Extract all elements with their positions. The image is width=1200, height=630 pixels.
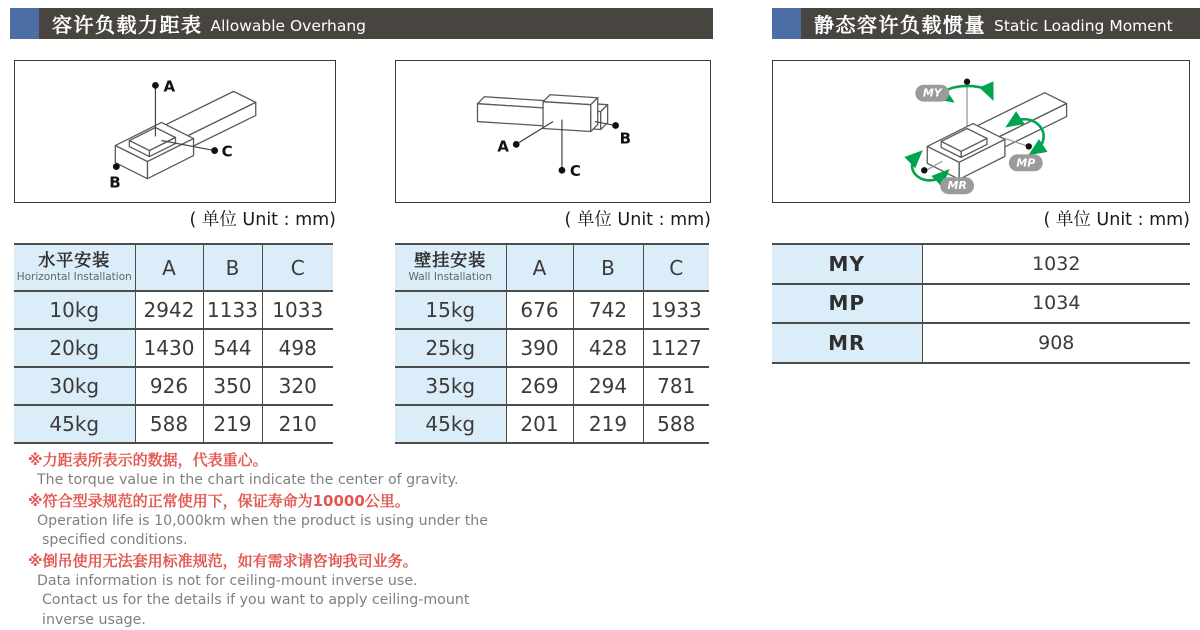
- note-en: inverse usage.: [28, 611, 518, 630]
- moment-axes-drawing: [773, 61, 1189, 202]
- accent-square: [10, 8, 39, 39]
- column-header-c: C: [262, 244, 333, 291]
- value-cell: 2942: [135, 291, 203, 329]
- header-zh: 壁挂安装: [395, 252, 506, 271]
- table-row: [14, 329, 333, 367]
- value-cell: 926: [135, 367, 203, 405]
- value-cell: 350: [203, 367, 262, 405]
- value-cell: 1127: [643, 329, 709, 367]
- table-row: [772, 323, 1190, 363]
- accent-square: [772, 8, 801, 39]
- value-cell: 544: [203, 329, 262, 367]
- load-cell: 45kg: [14, 405, 135, 443]
- column-header-a: A: [135, 244, 203, 291]
- note-en: The torque value in the chart indicate the center of gravity.: [28, 471, 518, 491]
- value-cell: 219: [573, 405, 643, 443]
- column-header-b: B: [573, 244, 643, 291]
- value-cell: 781: [643, 367, 709, 405]
- value-cell: 428: [573, 329, 643, 367]
- rail-isometric-drawing: [396, 61, 710, 202]
- unit-label: ( 单位 Unit : mm): [471, 206, 711, 231]
- table-row: [14, 291, 333, 329]
- note-en: specified conditions.: [28, 531, 518, 551]
- table-header-cell: [395, 244, 506, 291]
- table-row: [14, 405, 333, 443]
- point-b-label: B: [620, 129, 631, 147]
- diagram-wall-installation: [395, 60, 711, 203]
- table-row: [772, 284, 1190, 324]
- value-cell: 588: [643, 405, 709, 443]
- value-cell: 676: [506, 291, 573, 329]
- moment-value-cell: 908: [922, 323, 1190, 363]
- footnotes: [28, 450, 518, 630]
- load-cell: 20kg: [14, 329, 135, 367]
- value-cell: 1430: [135, 329, 203, 367]
- value-cell: 390: [506, 329, 573, 367]
- table-header-cell: [14, 244, 135, 291]
- load-cell: 30kg: [14, 367, 135, 405]
- load-cell: 35kg: [395, 367, 506, 405]
- value-cell: 219: [203, 405, 262, 443]
- value-cell: 498: [262, 329, 333, 367]
- load-cell: 25kg: [395, 329, 506, 367]
- value-cell: 320: [262, 367, 333, 405]
- mr-label: MR: [947, 179, 966, 192]
- table-wall-installation: [395, 243, 709, 444]
- rail-isometric-drawing: [15, 61, 335, 202]
- value-cell: 1933: [643, 291, 709, 329]
- note-en: Operation life is 10,000km when the product is using under the: [28, 512, 518, 532]
- value-cell: 269: [506, 367, 573, 405]
- moment-label-cell: MR: [772, 323, 922, 363]
- section-title-en: Static Loading Moment: [994, 17, 1173, 35]
- table-row: [395, 405, 709, 443]
- point-b-label: B: [109, 174, 120, 192]
- value-cell: 588: [135, 405, 203, 443]
- section-title-zh: 静态容许负载惯量: [814, 9, 986, 38]
- point-a-label: A: [497, 137, 509, 155]
- column-header-a: A: [506, 244, 573, 291]
- table-static-loading-moment: [772, 243, 1190, 364]
- badge-mr: [940, 177, 974, 194]
- table-row: [395, 329, 709, 367]
- mp-label: MP: [1016, 156, 1035, 169]
- note-zh: ※倒吊使用无法套用标准规范，如有需求请咨询我司业务。: [28, 551, 518, 572]
- value-cell: 210: [262, 405, 333, 443]
- load-cell: 15kg: [395, 291, 506, 329]
- table-row: [14, 367, 333, 405]
- note-zh: ※符合型录规范的正常使用下，保证寿命为10000公里。: [28, 491, 518, 512]
- section-title-zh: 容许负载力距表: [52, 9, 203, 38]
- header-zh: 水平安装: [14, 252, 135, 271]
- load-cell: 10kg: [14, 291, 135, 329]
- value-cell: 1133: [203, 291, 262, 329]
- badge-mp: [1009, 154, 1043, 171]
- diagram-horizontal-installation: [14, 60, 336, 203]
- section-title-en: Allowable Overhang: [211, 17, 366, 35]
- note-en: Contact us for the details if you want to apply ceiling-mount: [28, 591, 518, 611]
- moment-value-cell: 1034: [922, 284, 1190, 324]
- section-header-static-loading-moment: [772, 8, 1200, 39]
- column-header-b: B: [203, 244, 262, 291]
- point-c-label: C: [570, 162, 581, 180]
- table-row: [772, 244, 1190, 284]
- table-horizontal-installation: [14, 243, 333, 444]
- value-cell: 294: [573, 367, 643, 405]
- table-row: [395, 291, 709, 329]
- value-cell: 1033: [262, 291, 333, 329]
- header-en: Horizontal Installation: [14, 271, 135, 283]
- value-cell: 742: [573, 291, 643, 329]
- my-label: MY: [923, 87, 943, 100]
- note-zh: ※力距表所表示的数据，代表重心。: [28, 450, 518, 471]
- section-header-allowable-overhang: [10, 8, 713, 39]
- moment-value-cell: 1032: [922, 244, 1190, 284]
- unit-label: ( 单位 Unit : mm): [96, 206, 336, 231]
- unit-label: ( 单位 Unit : mm): [950, 206, 1190, 231]
- value-cell: 201: [506, 405, 573, 443]
- table-row: [395, 367, 709, 405]
- header-en: Wall Installation: [395, 271, 506, 283]
- moment-label-cell: MP: [772, 284, 922, 324]
- note-en: Data information is not for ceiling-mount inverse use.: [28, 572, 518, 592]
- column-header-c: C: [643, 244, 709, 291]
- point-a-label: A: [163, 77, 175, 95]
- diagram-static-loading-moment: [772, 60, 1190, 203]
- moment-label-cell: MY: [772, 244, 922, 284]
- badge-my: [915, 85, 949, 102]
- load-cell: 45kg: [395, 405, 506, 443]
- point-c-label: C: [222, 143, 233, 161]
